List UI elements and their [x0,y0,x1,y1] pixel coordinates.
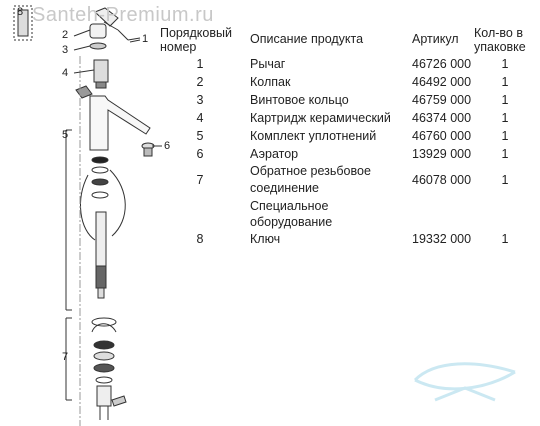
row-qty: 1 [501,147,509,161]
row-number: 5 [196,129,204,143]
callout-8: 8 [17,6,24,18]
row-article: 13929 000 [412,147,472,161]
row-description: Винтовое кольцо [250,93,349,107]
row-number: 2 [196,75,204,89]
row-description: Специальное [250,199,329,213]
callout-6: 6 [164,140,171,152]
row-number: 6 [196,147,204,161]
row-description: Обратное резьбовое [250,164,371,178]
callout-5: 5 [62,129,69,141]
row-number: 3 [196,93,204,107]
row-article: 46726 000 [412,57,472,71]
callout-7: 7 [62,351,69,363]
row-qty: 1 [501,232,509,246]
row-article: 46374 000 [412,111,472,125]
callout-2: 2 [62,29,69,41]
row-qty: 1 [501,173,509,187]
row-description: Рычаг [250,57,286,71]
row-qty: 1 [501,111,509,125]
callout-1: 1 [142,33,149,45]
row-description: Ключ [250,232,281,246]
row-article: 46759 000 [412,93,472,107]
row-description-line2: оборудование [250,215,333,229]
row-article: 46078 000 [412,173,472,187]
row-article: 46492 000 [412,75,472,89]
header-qty: Кол-во в упаковке [474,26,526,54]
header-article: Артикул [412,32,459,46]
row-number: 4 [196,111,204,125]
watermark-text: Santeh-Premium.ru [32,4,214,26]
row-number: 7 [196,173,204,187]
watermark-logo-icon [405,350,525,410]
row-qty: 1 [501,129,509,143]
row-article: 19332 000 [412,232,472,246]
row-number: 8 [196,232,204,246]
header-number: Порядковый номер [160,26,232,54]
callout-3: 3 [62,44,69,56]
row-qty: 1 [501,93,509,107]
row-qty: 1 [501,57,509,71]
row-article: 46760 000 [412,129,472,143]
row-qty: 1 [501,75,509,89]
row-description: Колпак [250,75,291,89]
header-description: Описание продукта [250,32,364,46]
row-description: Комплект уплотнений [250,129,377,143]
exploded-parts-diagram [0,0,175,426]
row-description: Аэратор [250,147,299,161]
row-description-line2: соединение [250,181,319,195]
callout-4: 4 [62,67,69,79]
row-number: 1 [196,57,204,71]
row-description: Картридж керамический [250,111,391,125]
